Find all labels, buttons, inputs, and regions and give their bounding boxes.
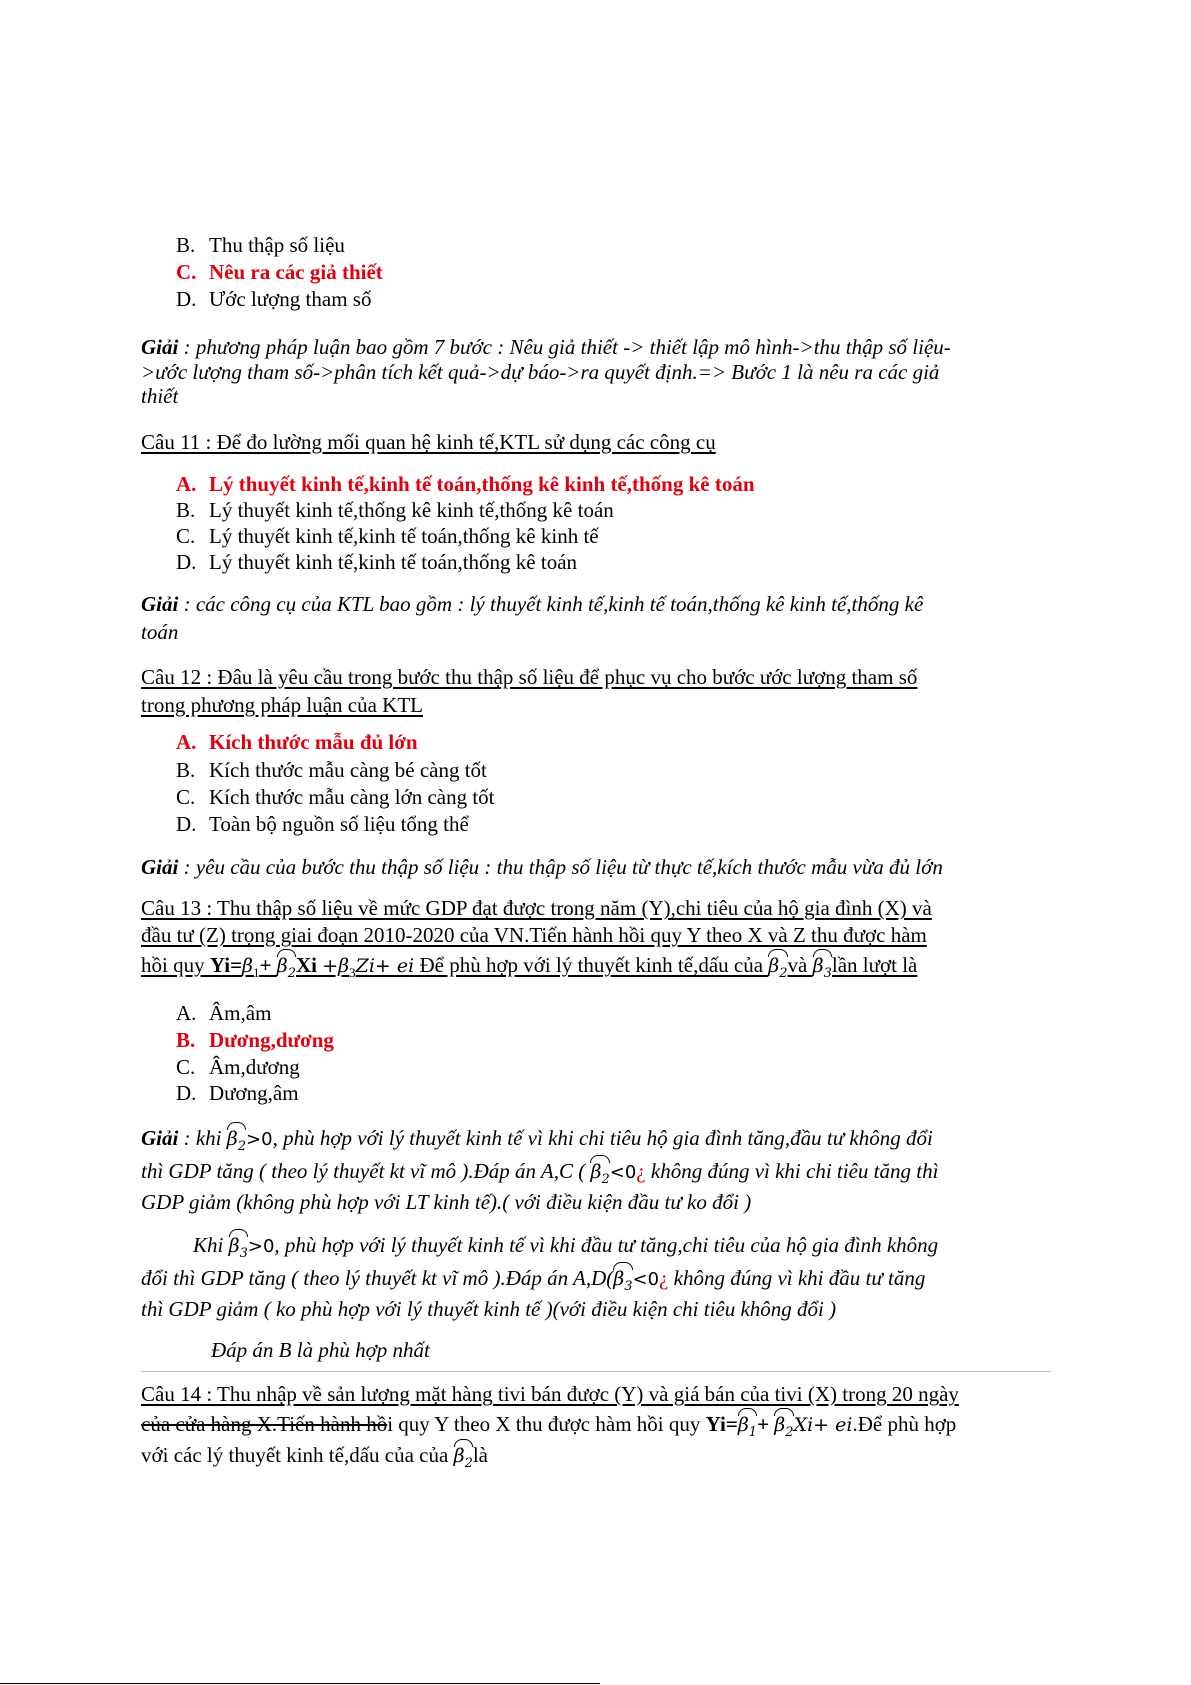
q13-option-c: C. Âm,dương [176,1055,300,1079]
q11-option-c: C. Lý thuyết kinh tế,kinh tế toán,thống kê kinh tế [176,524,599,548]
q14-title-line-1: Câu 14 : Thu nhập về sản lượng mặt hàng tivi bán được (Y) và giá bán của tivi (X) trong 20 ngày [141,1382,959,1406]
q13-title-line-3: hồi quy $Yi=\beta_1+ \beta_2Xi +\beta_3Zi+$ ei Để phù hợp với lý thuyết kinh tế,dấu của $\beta_2và$ $\beta_3lần$ lượt là [141,952,917,987]
q11-title: Câu 11 : Để đo lường mối quan hệ kinh tế,KTL sử dụng các công cụ [141,430,716,454]
footer-rule [0,1683,600,1684]
q12-option-d: D. Toàn bộ nguồn số liệu tổng thể [176,812,469,836]
q13-giai-line-5: đổi thì GDP tăng ( theo lý thuyết kt vĩ mô ).Đáp án $A,D(\beta_3<0¿$ không đúng vì khi đầu tư tăng [141,1265,925,1300]
q13-giai-line-1: Giải : khi $\beta_2>0$, phù hợp với lý thuyết kinh tế vì khi chi tiêu hộ gia đình tăng,đầu tư không đổi [141,1125,933,1160]
q11-giai-line-1: Giải : các công cụ của KTL bao gồm : lý thuyết kinh tế,kinh tế toán,thống kê kinh tế,thống kê [141,592,924,616]
q12-option-a-correct: A. Kích thước mẫu đủ lớn [176,730,418,754]
q10-giai-line-3: thiết [141,384,179,408]
q13-giai-line-4: Khi $\beta_3>0$, phù hợp với lý thuyết kinh tế vì khi đầu tư tăng,chi tiêu của hộ gia đình không [193,1232,938,1267]
q13-title-line-2: đầu tư (Z) trọng giai đoạn 2010-2020 của VN.Tiến hành hồi quy Y theo X và Z thu được hàm [141,923,927,947]
q12-option-b: B. Kích thước mẫu càng bé càng tốt [176,758,487,782]
q13-title-line-1: Câu 13 : Thu thập số liệu về mức GDP đạt được trong năm (Y),chi tiêu của hộ gia đình (X) và [141,896,932,920]
q13-giai-line-6: thì GDP giảm ( ko phù hợp với lý thuyết kinh tế )(với điều kiện chi tiêu không đổi ) [141,1297,837,1321]
q12-option-c: C. Kích thước mẫu càng lớn càng tốt [176,785,495,809]
q13-giai-line-3: GDP giảm (không phù hợp với LT kinh tế).( với điều kiện đầu tư ko đổi ) [141,1190,752,1214]
q13-giai-line-2: thì GDP tăng ( theo lý thuyết kt vĩ mô ).Đáp án A,C ( $\beta_2<0¿$ không đúng vì khi chi tiêu tăng thì [141,1158,938,1193]
q11-option-d: D. Lý thuyết kinh tế,kinh tế toán,thống kê toán [176,550,578,574]
q13-option-a: A. Âm,âm [176,1001,272,1025]
q12-title-line-1: Câu 12 : Đâu là yêu cầu trong bước thu thập số liệu để phục vụ cho bước ước lượng tham số [141,665,918,689]
section-divider [141,1371,1051,1372]
q14-title-line-2: của cửa hàng X.Tiến hành hồi quy Y theo X thu được hàm hồi quy $Yi=\beta_1+ \beta_2Xi+$ ei.Để phù hợp [141,1411,956,1446]
q14-title-line-3: với các lý thuyết kinh tế,dấu của của $\beta_2là$ [141,1442,488,1477]
q12-giai: Giải : yêu cầu của bước thu thập số liệu : thu thập số liệu từ thực tế,kích thước mẫu vừa đủ lớn [141,855,943,879]
q13-option-d: D. Dương,âm [176,1081,299,1105]
q11-option-b: B. Lý thuyết kinh tế,thống kê kinh tế,thống kê toán [176,498,614,522]
beta-2-hat: $\beta_2$ [277,953,296,987]
q10-option-c-correct: C. Nêu ra các giả thiết [176,260,383,284]
q10-option-d: D. Ước lượng tham số [176,287,372,311]
q10-giai-line-2: >ước lượng tham số->phân tích kết quả->dự báo->ra quyết định.=> Bước 1 là nêu ra các giả [141,360,940,384]
q11-option-a-correct: A. Lý thuyết kinh tế,kinh tế toán,thống kê kinh tế,thống kê toán [176,472,755,496]
q13-option-b-correct: B. Dương,dương [176,1028,334,1052]
q11-giai-line-2: toán [141,620,179,644]
q10-giai-line-1: Giải : phương pháp luận bao gồm 7 bước : Nêu giả thiết -> thiết lập mô hình->thu thập số liệu- [141,335,951,359]
q12-title-line-2: trong phương pháp luận của KTL [141,693,424,717]
q10-option-b: B. Thu thập số liệu [176,233,345,257]
q13-conclusion: Đáp án B là phù hợp nhất [211,1338,430,1362]
